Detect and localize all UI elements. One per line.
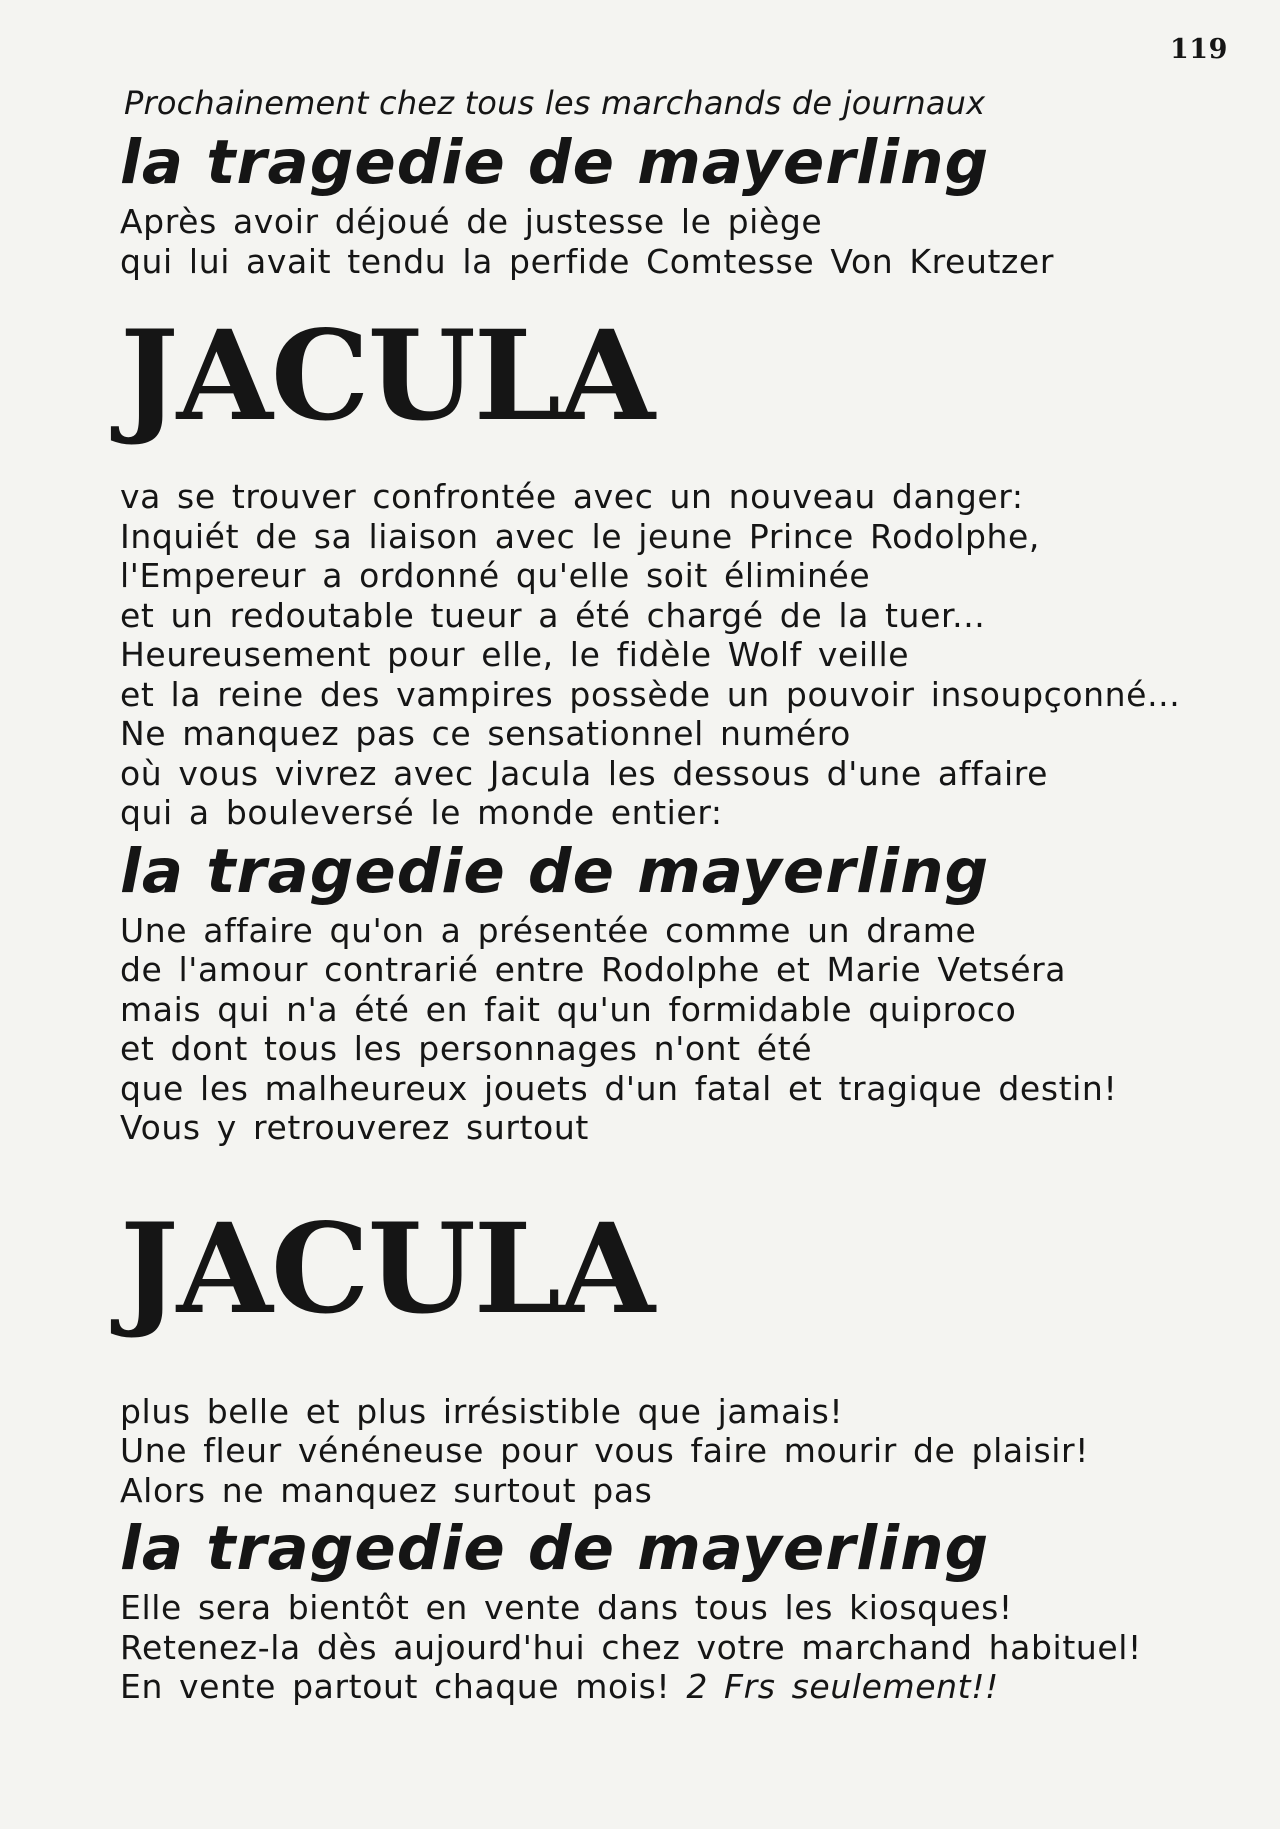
text-line: que les malheureux jouets d'un fatal et tragique destin! [120,1068,1118,1108]
text-line: et la reine des vampires possède un pouvoir insoupçonné... [120,674,1181,714]
text-line: Vous y retrouverez surtout [120,1108,589,1147]
middle-paragraph [120,477,1230,833]
text-line: et dont tous les personnages n'ont été [120,1029,813,1068]
text-line: où vous vivrez avec Jacula les dessous d'une affaire [120,753,1049,793]
text-line: l'Empereur a ordonné qu'elle soit éliminée [120,556,871,595]
affair-paragraph [120,911,1230,1148]
text-line: Inquiét de sa liaison avec le jeune Prince Rodolphe, [120,516,1041,556]
text-line: Une affaire qu'on a présentée comme un drame [120,910,977,950]
text-line: Une fleur vénéneuse pour vous faire mourir de plaisir! [120,1431,1090,1470]
text-line: mais qui n'a été en fait qu'un formidable quiproco [120,989,1017,1029]
closing-paragraph [120,1392,1230,1511]
final-paragraph [120,1588,1230,1707]
headline-2: la tragedie de mayerling [120,835,990,907]
jacula-logo: JACULA [120,304,654,449]
text-line: va se trouver confrontée avec un nouveau danger: [120,477,1024,516]
text-line: Retenez-la dès aujourd'hui chez votre marchand habituel! [120,1627,1142,1667]
kicker-text: Prochainement chez tous les marchands de journaux [124,84,986,122]
text-line: Elle sera bientôt en vente dans tous les kiosques! [120,1588,1013,1627]
price-text: 2 Frs seulement!! [686,1667,999,1706]
text-line: Heureusement pour elle, le fidèle Wolf veille [120,635,910,674]
headline-3: la tragedie de mayerling [120,1513,990,1584]
text-line: Après avoir déjoué de justesse le piège [120,202,823,241]
price-line [120,1667,1230,1707]
page-number: 119 [1170,34,1228,65]
intro-paragraph [120,202,1230,281]
text-line: En vente partout chaque mois! [120,1667,671,1706]
text-line: de l'amour contrarié entre Rodolphe et Marie Vetséra [120,950,1067,989]
text-line: qui a bouleversé le monde entier: [120,793,723,832]
text-line: Alors ne manquez surtout pas [120,1470,653,1510]
text-line: Ne manquez pas ce sensationnel numéro [120,714,851,753]
advertisement [120,82,1230,1707]
text-line: plus belle et plus irrésistible que jamais! [120,1391,844,1431]
jacula-logo: JACULA [120,1196,654,1342]
text-line: qui lui avait tendu la perfide Comtesse Von Kreutzer [120,241,1055,281]
headline-1: la tragedie de mayerling [120,127,990,198]
text-line: et un redoutable tueur a été chargé de la tuer... [120,595,986,635]
